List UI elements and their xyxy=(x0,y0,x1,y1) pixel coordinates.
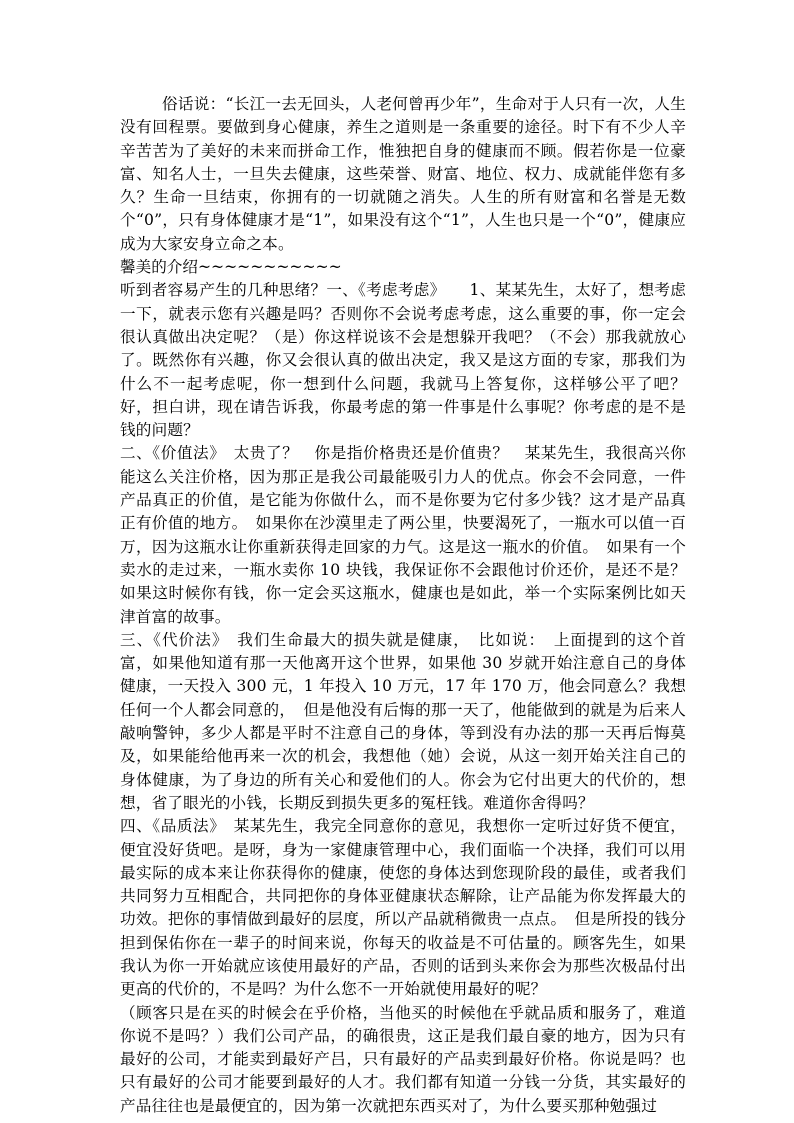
document-body xyxy=(120,93,686,1118)
section-heading-xinmei: 馨美的介绍~~~~~~~~~~~ xyxy=(120,258,342,277)
paragraph-consider: 听到者容易产生的几种思绪？一、《考虑考虑》 1、某某先生，太好了，想考虑一下，就表示您有兴趣是吗？否则你不会说考虑考虑，这么重要的事，你一定会很认真做出决定呢？（是）你这样说该不会是想躲开我吧？（不会）那我就放心了。既然你有兴趣，你又会很认真的做出决定，我又是这方面的专家，那我们为什么不一起考虑呢，你一想到什么问题，我就马上答复你，这样够公平了吧？好，担白讲，现在请告诉我，你最考虑的第一件事是什么事呢？你考虑的是不是钱的问题？ xyxy=(120,281,686,440)
paragraph-value-method: 二、《价值法》 太贵了？ 你是指价格贵还是价值贵？ 某某先生，我很高兴你能这么关注价格，因为那正是我公司最能吸引力人的优点。你会不会同意，一件产品真正的价值，是它能为你做什么，而不是你要为它付多少钱？这才是产品真正有价值的地方。 如果你在沙漠里走了两公里，快要渴死了，一瓶水可以值一百万，因为这瓶水让你重新获得走回家的力气。这是这一瓶水的价值。 如果有一个卖水的走过来，一瓶水卖你 10 块钱，我保证你不会跟他讨价还价，是还不是？如果这时候你有钱，你一定会买这瓶水，健康也是如此，举一个实际案例比如天津首富的故事。 xyxy=(120,444,686,626)
paragraph-quality-method: 四、《品质法》 某某先生，我完全同意你的意见，我想你一定听过好货不便宜，便宜没好货吧。是呀，身为一家健康管理中心，我们面临一个决择，我们可以用最实际的成本来让你获得你的健康，使您的身体达到您现阶段的最佳，或者我们共同努力互相配合，共同把你的身体亚健康状态解除，让产品能为你发挥最大的功效。把你的事情做到最好的层度，所以产品就稍微贵一点点。 但是所投的钱分担到保佑你在一辈子的时间来说，你每天的收益是不可估量的。顾客先生，如果我认为你一开始就应该使用最好的产品，否则的话到头来你会为那些次极品付出更高的代价的，不是吗？为什么您不一开始就使用最好的呢？ xyxy=(120,817,686,999)
intro-paragraph: 俗话说：“长江一去无回头，人老何曾再少年”，生命对于人只有一次，人生没有回程票。要做到身心健康，养生之道则是一条重要的途径。时下有不少人辛辛苦苦为了美好的未来而拼命工作，惟独把自身的健康而不顾。假若你是一位豪富、知名人士，一旦失去健康，这些荣誉、财富、地位、权力、成就能伴您有多久？生命一旦结束，你拥有的一切就随之消失。人生的所有财富和名誉是无数个“0”，只有身体健康才是“1”，如果没有这个“1”，人生也只是一个“0”，健康应成为大家安身立命之本。 xyxy=(120,95,686,253)
paragraph-cost-method: 三、《代价法》 我们生命最大的损失就是健康， 比如说： 上面提到的这个首富，如果他知道有那一天他离开这个世界，如果他 30 岁就开始注意自己的身体健康，一天投入 300 元，1 年投入 10 万元，17 年 170 万，他会同意么？我想任何一个人都会同意的， 但是他没有后悔的那一天了，他能做到的就是为后来人敲响警钟，多少人都是平时不注意自己的身体，等到没有办法的那一天再后悔莫及，如果能给他再来一次的机会，我想他（她）会说，从这一刻开始关注自己的身体健康，为了身边的所有关心和爱他们的人。你会为它付出更大的代价的，想想，省了眼光的小钱，长期反到损失更多的冤枉钱。难道你舍得吗？ xyxy=(120,630,686,812)
paragraph-customer-note: （顾客只是在买的时候会在乎价格，当他买的时候他在乎就品质和服务了，难道你说不是吗？）我们公司产品，的确很贵，这正是我们最自豪的地方，因为只有最好的公司，才能卖到最好产吕，只有最好的产品卖到最好价格。你说是吗？也只有最好的公司才能要到最好的人才。我们都有知道一分钱一分货，其实最好的产品往往也是最便宜的，因为第一次就把东西买对了，为什么要买那种勉强过 xyxy=(120,1003,686,1115)
